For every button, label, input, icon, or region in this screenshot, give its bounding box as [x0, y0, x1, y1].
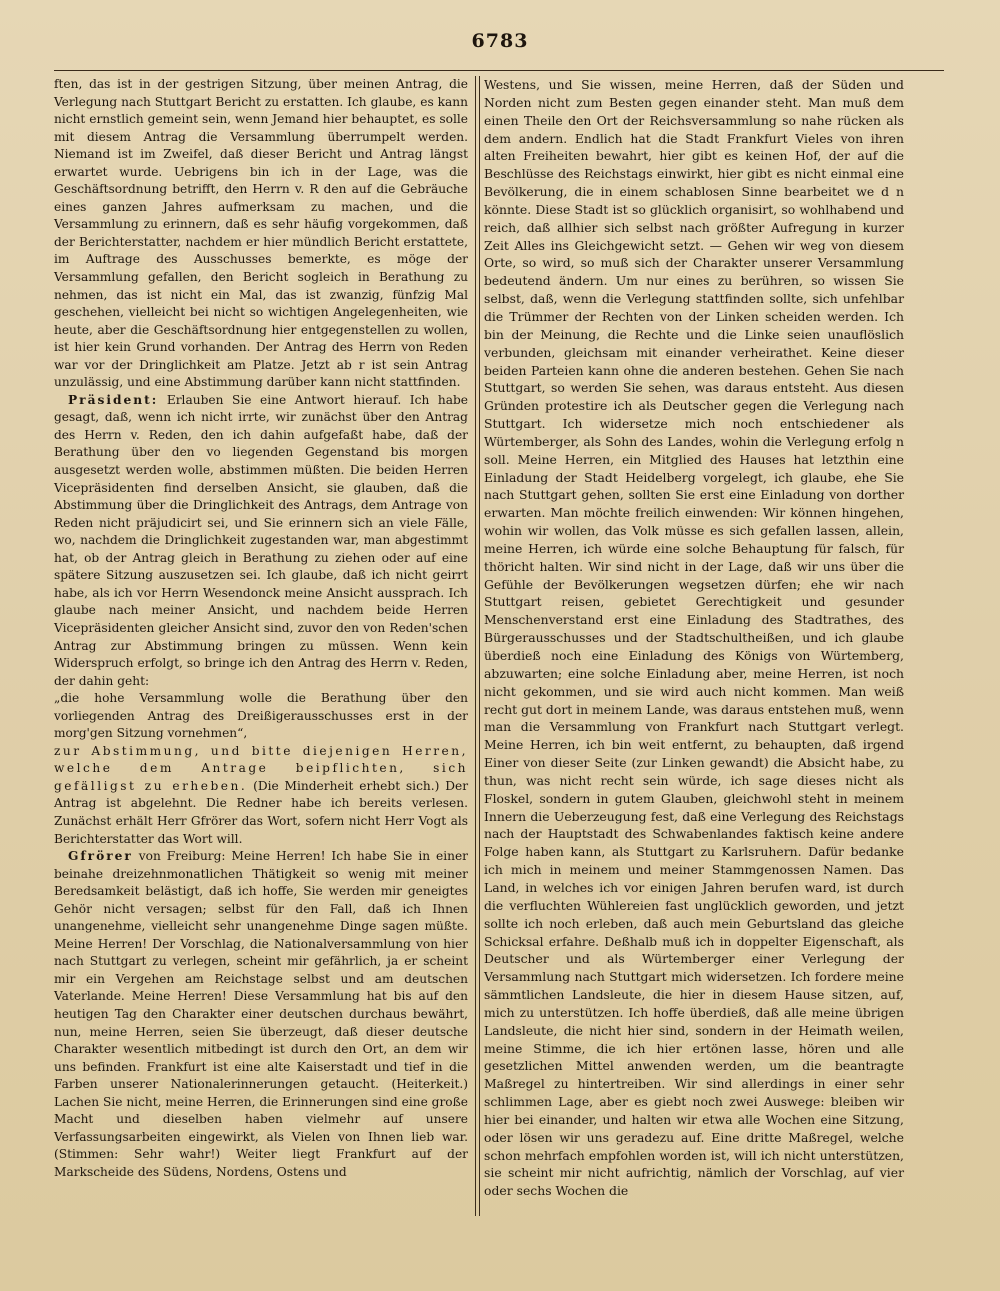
next-speaker-note: Die Redner habe ich bereits verlesen. Zunächst erhält Herr Gfrörer das Wort, sofern nicht Herr Vogt als Berichterstatter das Wort will. — [54, 796, 468, 846]
speaker-name-president: Präsident: — [68, 392, 159, 407]
president-speech: Erlauben Sie eine Antwort hierauf. Ich habe gesagt, daß, wenn ich nicht irrte, wir zunächst über den Antrag des Herrn v. Reden, den ich dahin aufgefaßt habe, daß der Berathung über den vo liegenden Gegenstand bis morgen ausgesetzt werden wolle, abstimmen müßten. Die beiden Herren Vicepräsidenten find derselben Ansicht, sie glauben, daß die Abstimmung über die Dringlichkeit des Antrags, dem Antrage von Reden nicht präjudicirt sei, und Sie erinnern sich an viele Fälle, wo, nachdem die Dringlichkeit zugestanden war, man abgestimmt hat, ob der Antrag gleich in Berathung zu ziehen oder auf eine spätere Sitzung auszusetzen sei. Ich glaube, daß ich nicht geirrt habe, als ich vor Herrn Wesendonck meine Ansicht aussprach. Ich glaube nach meiner Ansicht, und nachdem beide Herren Vicepräsidenten gleicher Ansicht sind, zuvor den von Reden'schen Antrag zur Abstimmung bringen zu müssen. Wenn kein Widerspruch erfolgt, so bringe ich den Antrag des Herrn v. Reden, der dahin geht: — [54, 392, 468, 688]
quoted-motion: „die hohe Versammlung wolle die Berathung über den vorliegenden Antrag des Dreißigerausschusses erst in der morg'gen Sitzung vornehmen“, — [54, 691, 468, 741]
vote-result: (Die Minderheit erhebt sich.) Der Antrag ist abgelehnt. — [54, 778, 469, 811]
vote-paragraph — [54, 743, 468, 848]
left-column — [54, 76, 468, 1181]
president-paragraph — [54, 392, 468, 690]
right-paragraph-1: Westens, und Sie wissen, meine Herren, daß der Süden und Norden nicht zum Besten gegen einander steht. Man muß dem einen Theile den Ort der Reichsversammlung so nahe rücken als dem andern. Endlich hat die Stadt Frankfurt Vieles von ihren alten Freiheiten bewahrt, hier gibt es keinen Hof, der auf die Beschlüsse des Reichstags einwirkt, hier gibt es nicht einmal eine Bevölkerung, die in einem schablosen Sinne bearbeitet we d n könnte. Diese Stadt ist so glücklich organisirt, so wohlhabend und reich, daß allhier sich selbst nach größter Aufregung in kurzer Zeit Alles ins Gleichgewicht setzt. — Gehen wir weg von diesem Orte, so wird, so muß sich der Charakter unserer Versammlung bedeutend ändern. Um nur eines zu berühren, so wissen Sie selbst, daß, wenn die Verlegung stattfinden sollte, sich unfehlbar die Trümmer der Rechten von der Linken scheiden werden. Ich bin der Meinung, die Rechte und die Linke seien unauflöslich verbunden, gleichsam mit einander verheirathet. Keine dieser beiden Parteien kann ohne die anderen bestehen. Gehen Sie nach Stuttgart, so werden Sie sehen, was daraus entsteht. Aus diesen Gründen protestire ich als Deutscher gegen die Verlegung nach Stuttgart. Ich widersetze mich noch entschiedener als Würtemberger, als Sohn des Landes, wohin die Verlegung erfolg n soll. Meine Herren, ein Mitglied des Hauses hat letzthin eine Einladung der Stadt Heidelberg vorgelegt, ich glaube, ehe Sie nach Stuttgart gehen, sollten Sie erst eine Einladung von dorther erwarten. Man möchte freilich einwenden: Wir können hingehen, wohin wir wollen, das Volk müsse es sich gefallen lassen, allein, meine Herren, ich würde eine solche Behauptung für falsch, für thöricht halten. Wir sind nicht in der Lage, daß wir uns über die Gefühle der Bevölkerungen wegsetzen dürfen; ehe wir nach Stuttgart reisen, gebietet Gerechtigkeit und gesunder Menschenverstand erst eine Einladung des Stadtrathes, des Bürgerausschusses und der Stadtschultheißen, und ich glaube überdieß noch eine Einladung des Königs von Würtemberg, abzuwarten; eine solche Einladung aber, meine Herren, ist noch nicht gekommen, und sie wird auch nicht kommen. Man weiß recht gut dort in meinem Lande, was daraus entstehen muß, wenn man die Versammlung von Frankfurt nach Stuttgart verlegt. Meine Herren, ich bin weit entfernt, zu behaupten, daß irgend Einer von dieser Seite (zur Linken gewandt) die Absicht habe, zu thun, was nicht recht sein würde, ich sage dieses nicht als Floskel, sondern in gutem Glauben, gleichwohl steht in meinem Innern die Ueberzeugung fest, daß eine Verlegung des Reichstags nach der Hauptstadt des Schwabenlandes faktisch keine andere Folge haben kann, als Stuttgart zu Karlsruhern. Dafür bedanke ich mich in meinem und meiner Stammgenossen Namen. Das Land, in welches ich vor einigen Jahren berufen ward, ist durch die verfluchten Wühlereien fast unglücklich geworden, und jetzt sollte ich noch erleben, daß auch mein Geburtsland das gleiche Schicksal erfahre. Deßhalb muß ich in doppelter Eigenschaft, als Deutscher und als Würtemberger einer Verlegung der Versammlung nach Stuttgart mich widersetzen. Ich fordere meine sämmtlichen Landsleute, die hier in diesem Hause sitzen, auf, mich zu unterstützen. Ich hoffe überdieß, daß alle meine übrigen Landsleute, die nicht hier sind, sondern in der Heimath weilen, meine Stimme, die ich hier ertönen lasse, hören und alle gesetzlichen Mittel anwenden werden, um die beantragte Maßregel zu hintertreiben. Wir sind allerdings in einer sehr schlimmen Lage, aber es giebt noch zwei Auswege: bleiben wir hier bei einander, und halten wir etwa alle Wochen eine Sitzung, oder lösen wir uns geradezu auf. Eine dritte Maßregel, welche schon mehrfach empfohlen worden ist, will ich nicht unterstützen, sie scheint mir nicht aufrichtig, nämlich der Vorschlag, auf vier oder sechs Wochen die — [484, 77, 904, 1199]
header-rule — [54, 70, 944, 71]
gfroerer-paragraph — [54, 848, 468, 1181]
speaker-name-gfroerer: Gfrörer — [68, 849, 133, 864]
column-divider — [475, 76, 480, 1216]
gfroerer-speech: von Freiburg: Meine Herren! Ich habe Sie in einer beinahe dreizehnmonatlichen Thätigkeit so wenig mit meiner Beredsamkeit belästigt, daß ich hoffe, Sie werden mir geneigtes Gehör nicht versagen; selbst für den Fall, daß ich Ihnen unangenehme, vielleicht sehr unangenehme Dinge sagen müßte. Meine Herren! Der Vorschlag, die Nationalversammlung von hier nach Stuttgart zu verlegen, scheint mir gefährlich, ja er scheint mir ein Vergehen am Reichstage selbst und am deutschen Vaterlande. Meine Herren! Diese Versammlung hat bis auf den heutigen Tag den Charakter einer deutschen durchaus bewährt, nun, meine Herren, seien Sie überzeugt, daß dieser deutsche Charakter wesentlich mitbedingt ist durch den Ort, an dem wir uns befinden. Frankfurt ist eine alte Kaiserstadt und tief in die Farben unserer Nationalerinnerungen getaucht. (Heiterkeit.) Lachen Sie nicht, meine Herren, die Erinnerungen sind eine große Macht und dieselben haben vielmehr auf unsere Verfassungsarbeiten eingewirkt, als Vielen von Ihnen lieb war. (Stimmen: Sehr wahr!) Weiter liegt Frankfurt auf der Markscheide des Südens, Nordens, Ostens und — [54, 849, 468, 1179]
page-number: 6783 — [471, 30, 529, 52]
vote-request: zur Abstimmung, und bitte diejenigen Herren, welche dem Antrage beipflichten, sich gefälligst zu erheben. — [54, 743, 468, 793]
right-column — [484, 76, 904, 1200]
left-paragraph-1: ften, das ist in der gestrigen Sitzung, über meinen Antrag, die Verlegung nach Stuttgart Bericht zu erstatten. Ich glaube, es kann nicht ernstlich gemeint sein, wenn Jemand hier behauptet, es solle mit diesem Antrag die Versammlung überrumpelt werden. Niemand ist im Zweifel, daß dieser Bericht und Antrag längst erwartet wurde. Uebrigens bin ich in der Lage, was die Geschäftsordnung betrifft, den Herrn v. R den auf die Gebräuche eines ganzen Jahres aufmerksam zu machen, und die Versammlung zu erinnern, daß es sehr häufig vorgekommen, daß der Berichterstatter, nachdem er hier mündlich Bericht erstattete, im Auftrage des Ausschusses bemerkte, es möge der Versammlung gefallen, den Bericht sogleich in Berathung zu nehmen, das ist nicht ein Mal, das ist zwanzig, fünfzig Mal geschehen, vielleicht bei nicht so wichtigen Angelegenheiten, wie heute, aber die Geschäftsordnung hier entgegenstellen zu wollen, ist hier kein Grund vorhanden. Der Antrag des Herrn von Reden war vor der Dringlichkeit am Platze. Jetzt ab r ist sein Antrag unzulässig, und eine Abstimmung darüber kann nicht stattfinden. — [54, 77, 468, 390]
